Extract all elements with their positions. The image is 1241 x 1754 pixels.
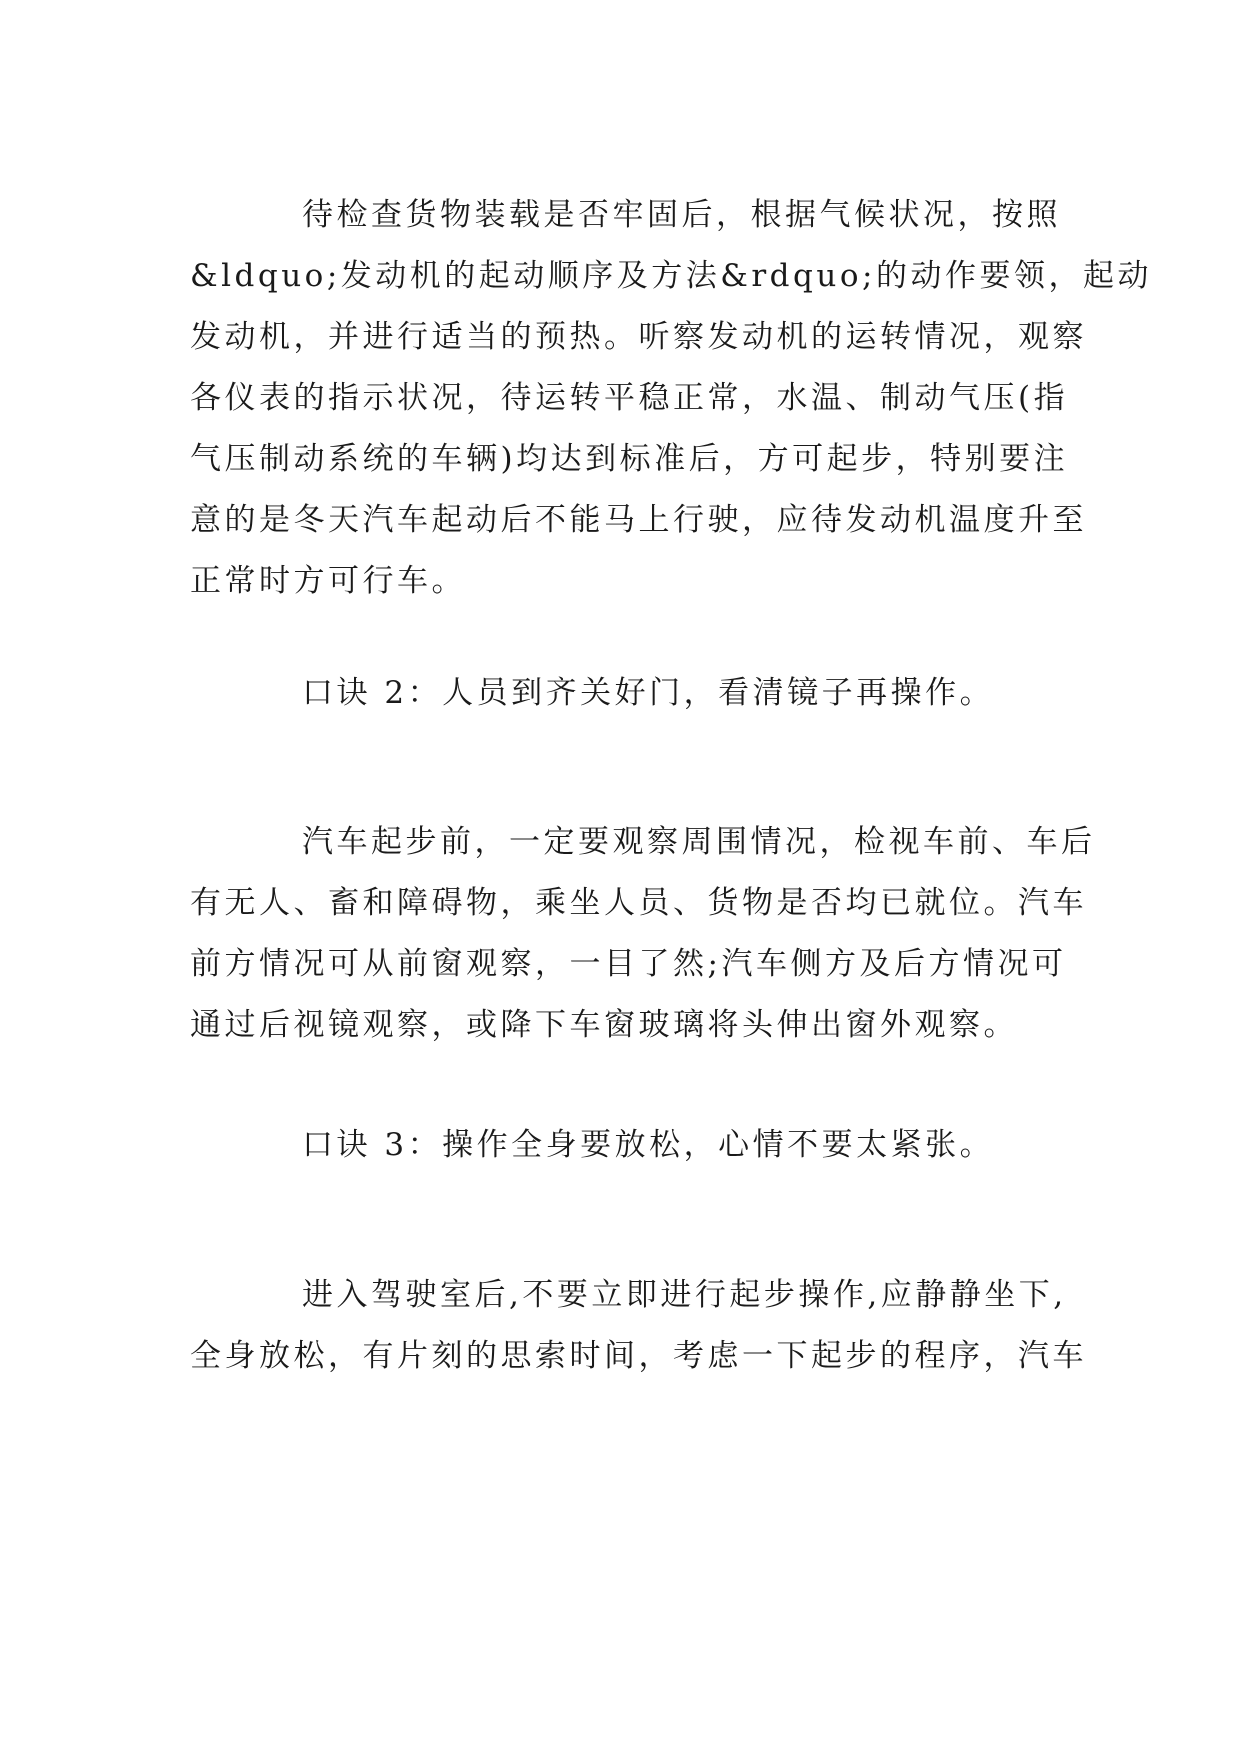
paragraph-line: &ldquo;发动机的起动顺序及方法&rdquo;的动作要领，起动: [190, 258, 1152, 294]
paragraph-line: 汽车起步前，一定要观察周围情况，检视车前、车后: [302, 824, 1096, 860]
paragraph-line: 前方情况可从前窗观察，一目了然;汽车侧方及后方情况可: [190, 946, 1067, 982]
paragraph-line: 气压制动系统的车辆)均达到标准后，方可起步，特别要注: [190, 441, 1069, 477]
rhyme-heading-2: 口诀 2：人员到齐关好门，看清镜子再操作。: [302, 675, 995, 711]
paragraph-line: 全身放松，有片刻的思索时间，考虑一下起步的程序，汽车: [190, 1338, 1087, 1374]
paragraph-line: 进入驾驶室后,不要立即进行起步操作,应静静坐下,: [302, 1277, 1067, 1313]
paragraph-line: 各仪表的指示状况，待运转平稳正常，水温、制动气压(指: [190, 380, 1069, 416]
paragraph-relax: [190, 1265, 1087, 1387]
paragraph-observe-surroundings: [190, 812, 1096, 1056]
paragraph-line: 意的是冬天汽车起动后不能马上行驶，应待发动机温度升至: [190, 502, 1087, 538]
paragraph-line: 通过后视镜观察，或降下车窗玻璃将头伸出窗外观察。: [190, 1007, 1018, 1043]
paragraph-engine-start: [190, 185, 1152, 612]
paragraph-line: 有无人、畜和障碍物，乘坐人员、货物是否均已就位。汽车: [190, 885, 1087, 921]
paragraph-line: 待检查货物装载是否牢固后，根据气候状况，按照: [302, 197, 1061, 233]
paragraph-line: 发动机，并进行适当的预热。听察发动机的运转情况，观察: [190, 319, 1087, 355]
paragraph-line: 正常时方可行车。: [190, 563, 466, 599]
rhyme-heading-3: 口诀 3：操作全身要放松，心情不要太紧张。: [302, 1127, 995, 1163]
